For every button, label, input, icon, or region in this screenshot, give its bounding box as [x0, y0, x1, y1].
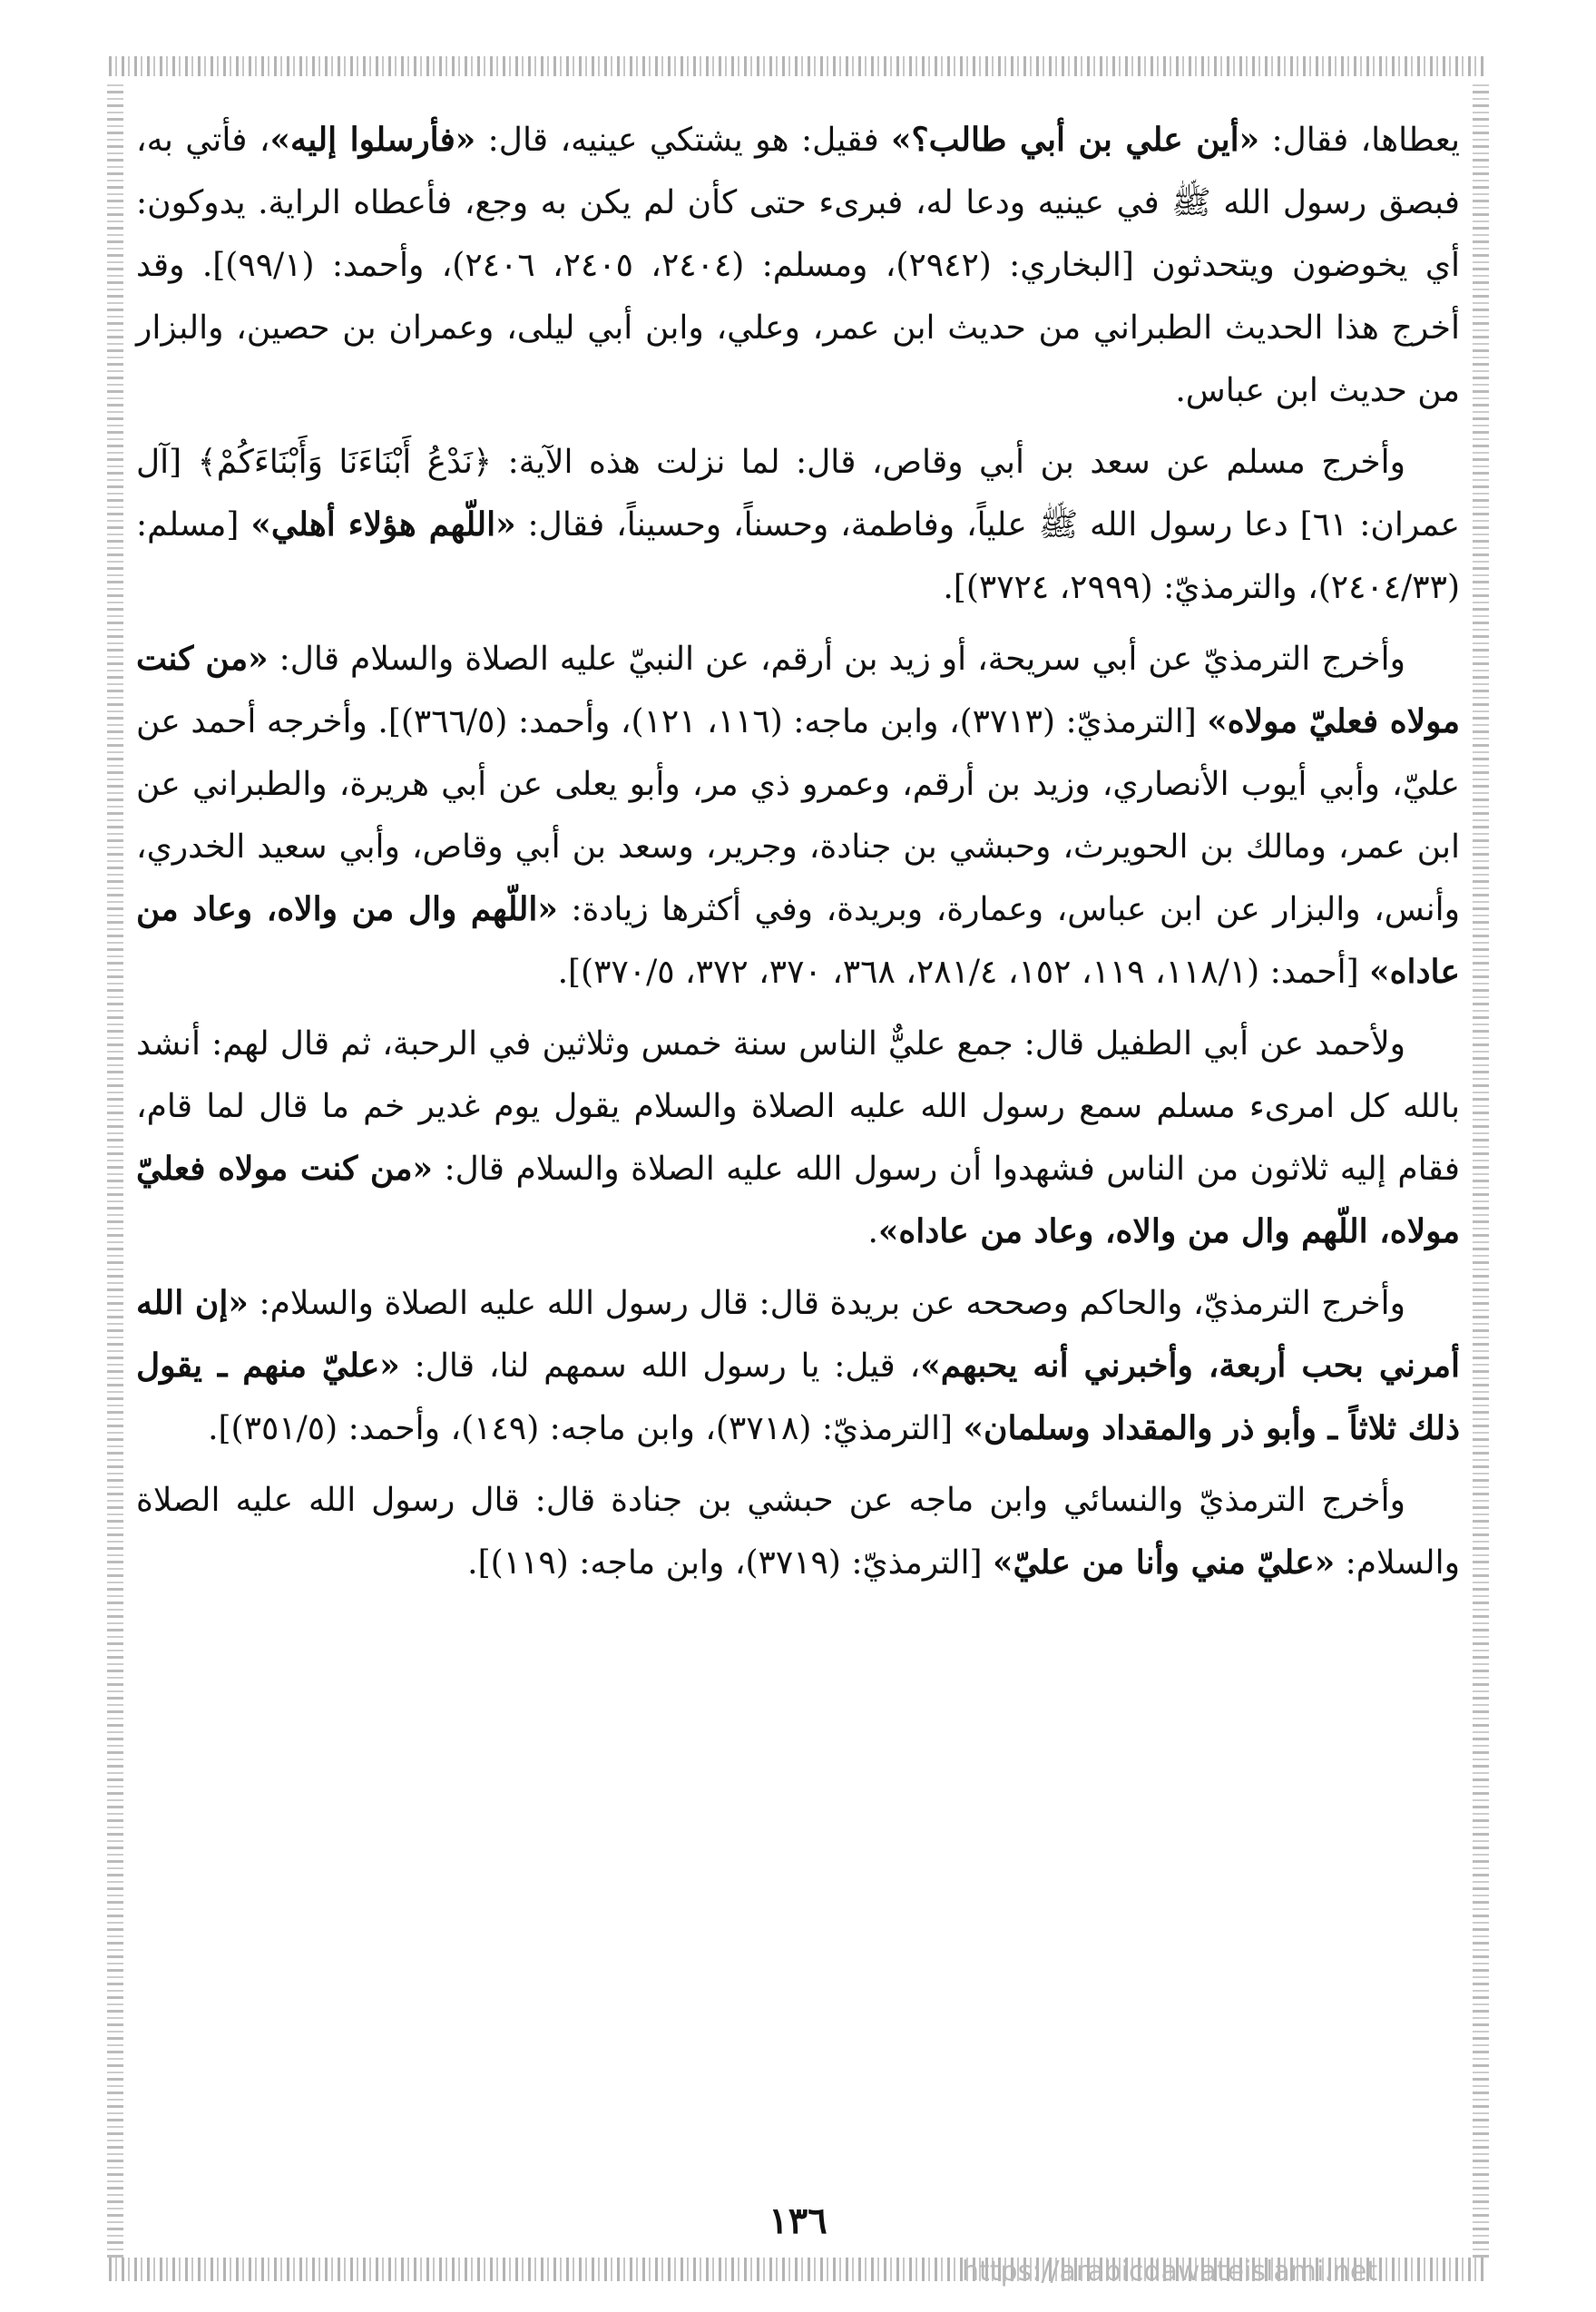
- quote-bold: «عليّ منهم ـ يقول ذلك ثلاثاً ـ وأبو ذر والمقداد وسلمان»: [136, 1347, 1460, 1447]
- text-run: [مسلم: (٢٤٠٤/٣٣)، والترمذيّ: (٢٩٩٩، ٣٧٢٤)].: [136, 506, 1460, 606]
- quote-bold: «إن الله أمرني بحب أربعة، وأخبرني أنه يحبهم»: [136, 1284, 1460, 1385]
- paragraph-3: [136, 628, 1460, 1004]
- text-run: [الترمذيّ: (٣٧١٨)، وابن ماجه: (١٤٩)، وأحمد: (٣٥١/٥)].: [208, 1410, 964, 1447]
- quote-bold: «أين علي بن أبي طالب؟»: [891, 121, 1260, 159]
- paragraph-2: [136, 431, 1460, 619]
- text-run: .: [867, 1213, 878, 1250]
- quote-bold: «فأرسلوا إليه»: [269, 121, 476, 159]
- text-run: فقيل: هو يشتكي عينيه، قال:: [475, 122, 892, 159]
- decorative-border-top: [109, 56, 1487, 76]
- quote-bold: «اللّهم وال من والاه، وعاد من عاداه»: [136, 890, 1460, 991]
- page-body: [136, 109, 1460, 2196]
- text-run: يعطاها، فقال:: [1259, 122, 1460, 159]
- quote-bold: «اللّهم هؤلاء أهلي»: [250, 505, 516, 544]
- text-run: [الترمذيّ: (٣٧١٩)، وابن ماجه: (١١٩)].: [467, 1544, 994, 1582]
- text-run: وأخرج الترمذيّ، والحاكم وصححه عن بريدة قال: قال رسول الله عليه الصلاة والسلام:: [248, 1285, 1405, 1322]
- text-run: ، قيل: يا رسول الله سمهم لنا، قال:: [399, 1347, 921, 1385]
- decorative-border-left: [107, 82, 123, 2258]
- quote-bold: «من كنت مولاه فعليّ مولاه، اللّهم وال من والاه، وعاد من عاداه»: [136, 1150, 1460, 1250]
- text-run: وأخرج الترمذيّ والنسائي وابن ماجه عن حبشي بن جنادة قال: قال رسول الله عليه الصلاة والسلام:: [136, 1482, 1460, 1582]
- page-number: ١٣٦: [769, 2199, 827, 2242]
- text-run: وأخرج الترمذيّ عن أبي سريحة، أو زيد بن أرقم، عن النبيّ عليه الصلاة والسلام قال:: [268, 641, 1406, 678]
- paragraph-1: [136, 109, 1460, 422]
- text-run: [أحمد: (١١٨/١، ١١٩، ١٥٢، ٢٨١/٤، ٣٦٨، ٣٧٠، ٣٧٢، ٣٧٠/٥)].: [557, 954, 1370, 991]
- paragraph-5: [136, 1272, 1460, 1460]
- text-run: ولأحمد عن أبي الطفيل قال: جمع عليٌّ الناس سنة خمس وثلاثين في الرحبة، ثم قال لهم: أنشد بالله كل امرىء مسلم سمع رسول الله عليه الصلاة والسلام يقول يوم غدير خم ما قال لما قام، فقام إليه ثلاثون من الناس فشهدوا أن رسول الله عليه الصلاة والسلام قال:: [136, 1025, 1460, 1188]
- paragraph-4: [136, 1013, 1460, 1263]
- quote-bold: «من كنت مولاه فعليّ مولاه»: [136, 640, 1460, 740]
- text-run: ، فأتي به، فبصق رسول الله ﷺ في عينيه ودعا له، فبرىء حتى كأن لم يكن به وجع، فأعطاه الراية. يدوكون: أي يخوضون ويتحدثون [البخاري: (٢٩٤٢)، ومسلم: (٢٤٠٤، ٢٤٠٥، ٢٤٠٦)، وأحمد: (٩٩/١)]. وقد أخرج هذا الحديث الطبراني من حديث ابن عمر، وعلي، وابن أبي ليلى، وعمران بن حصين، والبزار من حديث ابن عباس.: [136, 122, 1461, 409]
- watermark-url: https://arabicdawateislami.net: [962, 2256, 1378, 2288]
- decorative-border-right: [1473, 82, 1489, 2258]
- text-run: [الترمذيّ: (٣٧١٣)، وابن ماجه: (١١٦، ١٢١)، وأحمد: (٣٦٦/٥)]. وأخرجه أحمد عن عليّ، وأبي أيوب الأنصاري، وزيد بن أرقم، وعمرو ذي مر، وأبو يعلى عن أبي هريرة، والطبراني عن ابن عمر، ومالك بن الحويرث، وحبشي بن جنادة، وجرير، وسعد بن أبي وقاص، وأبي سعيد الخدري، وأنس، والبزار عن ابن عباس، وعمارة، وبريدة، وفي أكثرها زيادة:: [136, 703, 1460, 928]
- paragraph-6: [136, 1469, 1460, 1594]
- quote-bold: «عليّ مني وأنا من عليّ»: [993, 1543, 1336, 1582]
- text-run: وأخرج مسلم عن سعد بن أبي وقاص، قال: لما نزلت هذه الآية: ﴿نَدْعُ أَبْنَاءَنَا وَأَبْنَاءَكُمْ﴾ [آل عمران: ٦١] دعا رسول الله ﷺ علياً، وفاطمة، وحسناً، وحسيناً، فقال:: [136, 444, 1460, 544]
